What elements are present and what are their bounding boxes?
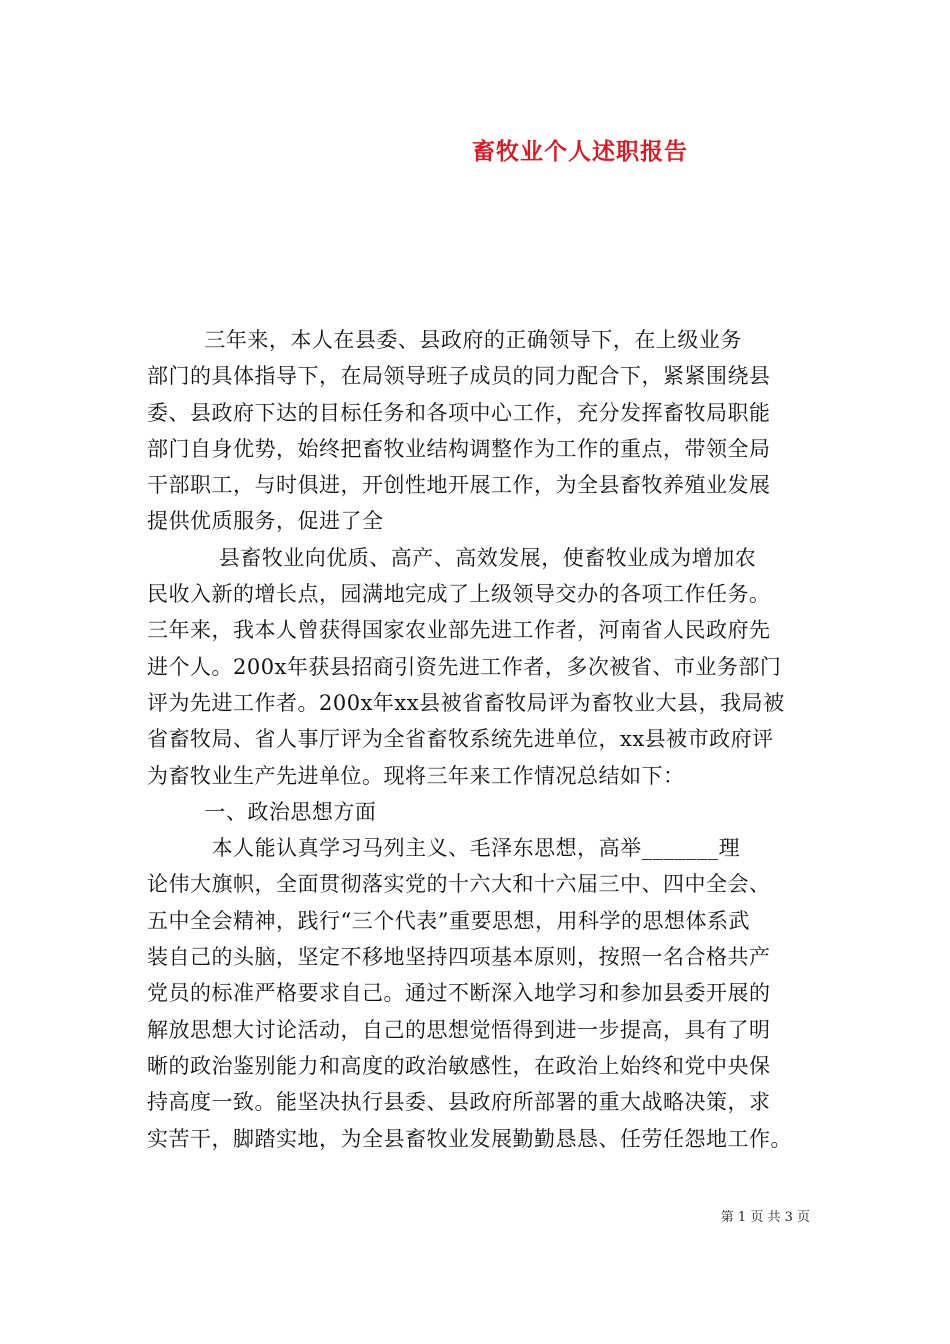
body-line: 论伟大旗帜，全面贯彻落实党的十六大和十六届三中、四中全会、 xyxy=(147,872,771,897)
body-line: 三年来，我本人曾获得国家农业部先进工作者，河南省人民政府先 xyxy=(147,618,771,643)
body-line: 省畜牧局、省人事厅评为全省畜牧系统先进单位，xx县被市政府评 xyxy=(147,727,774,752)
body-line: 县畜牧业向优质、高产、高效发展，使畜牧业成为增加农 xyxy=(147,545,757,570)
body-line: 五中全会精神，践行“三个代表”重要思想，用科学的思想体系武 xyxy=(147,908,750,933)
document-body xyxy=(147,322,827,1157)
document-title: 畜牧业个人述职报告 xyxy=(472,138,688,165)
body-line: 实苦干，脚踏实地，为全县畜牧业发展勤勤恳恳、任劳任怨地工作。 xyxy=(147,1126,792,1151)
body-line: 本人能认真学习马列主义、毛泽东思想，高举_______理 xyxy=(147,836,741,861)
body-line: 三年来，本人在县委、县政府的正确领导下，在上级业务 xyxy=(147,328,742,352)
body-line: 进个人。200x年获县招商引资先进工作者，多次被省、市业务部门 xyxy=(147,654,782,679)
body-line: 民收入新的增长点，园满地完成了上级领导交办的各项工作任务。 xyxy=(147,582,771,607)
body-line: 干部职工，与时俱进，开创性地开展工作，为全县畜牧养殖业发展 xyxy=(147,473,771,498)
body-line: 提供优质服务，促进了全 xyxy=(147,509,384,534)
body-line: 晰的政治鉴别能力和高度的政治敏感性，在政治上始终和党中央保 xyxy=(147,1053,771,1078)
section-heading: 一、政治思想方面 xyxy=(147,799,377,824)
body-line: 部门的具体指导下，在局领导班子成员的同力配合下，紧紧围绕县 xyxy=(147,364,771,389)
body-line: 评为先进工作者。200x年xx县被省畜牧局评为畜牧业大县，我局被 xyxy=(147,690,785,715)
body-line: 装自己的头脑，坚定不移地坚持四项基本原则，按照一名合格共产 xyxy=(147,945,771,970)
body-line: 委、县政府下达的目标任务和各项中心工作，充分发挥畜牧局职能 xyxy=(147,400,771,425)
body-line: 持高度一致。能坚决执行县委、县政府所部署的重大战略决策，求 xyxy=(147,1090,771,1115)
body-line: 为畜牧业生产先进单位。现将三年来工作情况总结如下： xyxy=(147,763,685,788)
body-line: 党员的标准严格要求自己。通过不断深入地学习和参加县委开展的 xyxy=(147,981,771,1006)
body-line: 解放思想大讨论活动，自己的思想觉悟得到进一步提高，具有了明 xyxy=(147,1017,771,1042)
body-line: 部门自身优势，始终把畜牧业结构调整作为工作的重点，带领全局 xyxy=(147,436,771,461)
page-number-footer: 第 1 页 共 3 页 xyxy=(720,1210,810,1225)
